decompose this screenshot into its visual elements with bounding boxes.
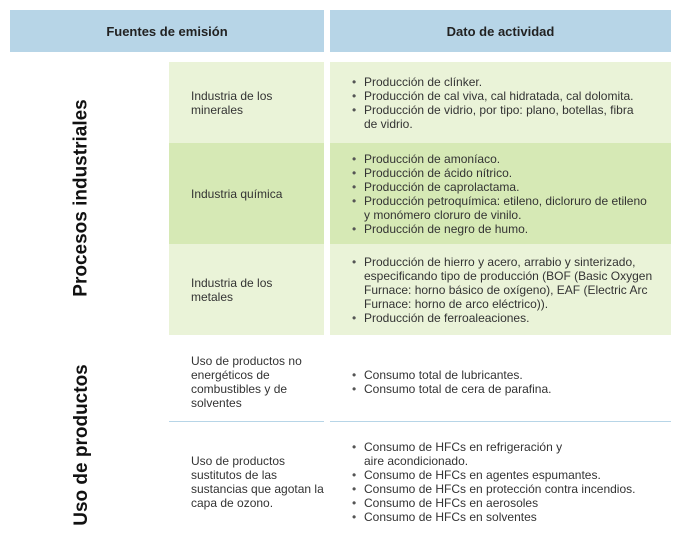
source-cell-minerales [169,62,324,143]
activity-cell-sustitutos-ozono [330,425,671,538]
activity-cell-no-energeticos [330,345,671,419]
source-cell-metales [169,244,324,335]
source-label: Industria química [191,186,283,201]
activity-list [352,255,664,325]
list-item: • Producción de hierro y acero, arrabio y sinterizado, especificando tipo de producción (BOF (Basic Oxygen Furnace: horno básico de oxígeno), EAF (Electric Arc Furnace: horno de arco eléctrico)). [352,255,664,311]
source-label: Uso de productos no energéticos de combustibles y de solventes [191,354,302,410]
list-item: • Producción de ferroaleaciones. [352,311,664,325]
list-item: • Producción de caprolactama. [352,180,649,194]
list-item: • Consumo total de lubricantes. [352,368,551,382]
list-item: • Producción de vidrio, por tipo: plano, botellas, fibra de vidrio. [352,103,644,131]
list-item: • Consumo de HFCs en agentes espumantes. [352,468,635,482]
list-item: • Producción de ácido nítrico. [352,166,649,180]
list-item: • Producción petroquímica: etileno, dicloruro de etileno y monómero cloruro de vinilo. [352,194,649,222]
source-cell-quimica [169,143,324,244]
list-item: • Producción de negro de humo. [352,222,649,236]
source-cell-no-energeticos [169,345,324,419]
list-item: • Consumo de HFCs en solventes [352,510,635,524]
source-label: Industria de los metales [191,275,273,304]
list-item: • Consumo de HFCs en protección contra incendios. [352,482,635,496]
list-item: • Consumo de HFCs en refrigeración y aire acondicionado. [352,440,584,468]
row-divider [169,421,324,422]
activity-list [352,440,635,524]
list-item: • Consumo total de cera de parafina. [352,382,551,396]
activity-list [352,75,644,131]
source-label: Industria de los minerales [191,88,273,117]
group-label-procesos-industriales: Procesos industriales [71,99,92,297]
source-cell-sustitutos-ozono [169,425,324,538]
list-item: • Producción de cal viva, cal hidratada, cal dolomita. [352,89,644,103]
activity-list [352,152,649,236]
list-item: • Producción de amoníaco. [352,152,649,166]
header-dato-de-actividad: Dato de actividad [330,10,671,52]
header-fuentes-de-emision: Fuentes de emisión [10,10,324,52]
list-item: • Consumo de HFCs en aerosoles [352,496,635,510]
group-label-uso-de-productos: Uso de productos [71,364,93,526]
activity-list [352,368,551,396]
list-item: • Producción de clínker. [352,75,644,89]
source-label: Uso de productos sustitutos de las sustancias que agotan la capa de ozono. [191,453,324,510]
activity-cell-metales [330,244,671,335]
activity-cell-minerales [330,62,671,143]
row-divider [330,421,671,422]
activity-cell-quimica [330,143,671,244]
